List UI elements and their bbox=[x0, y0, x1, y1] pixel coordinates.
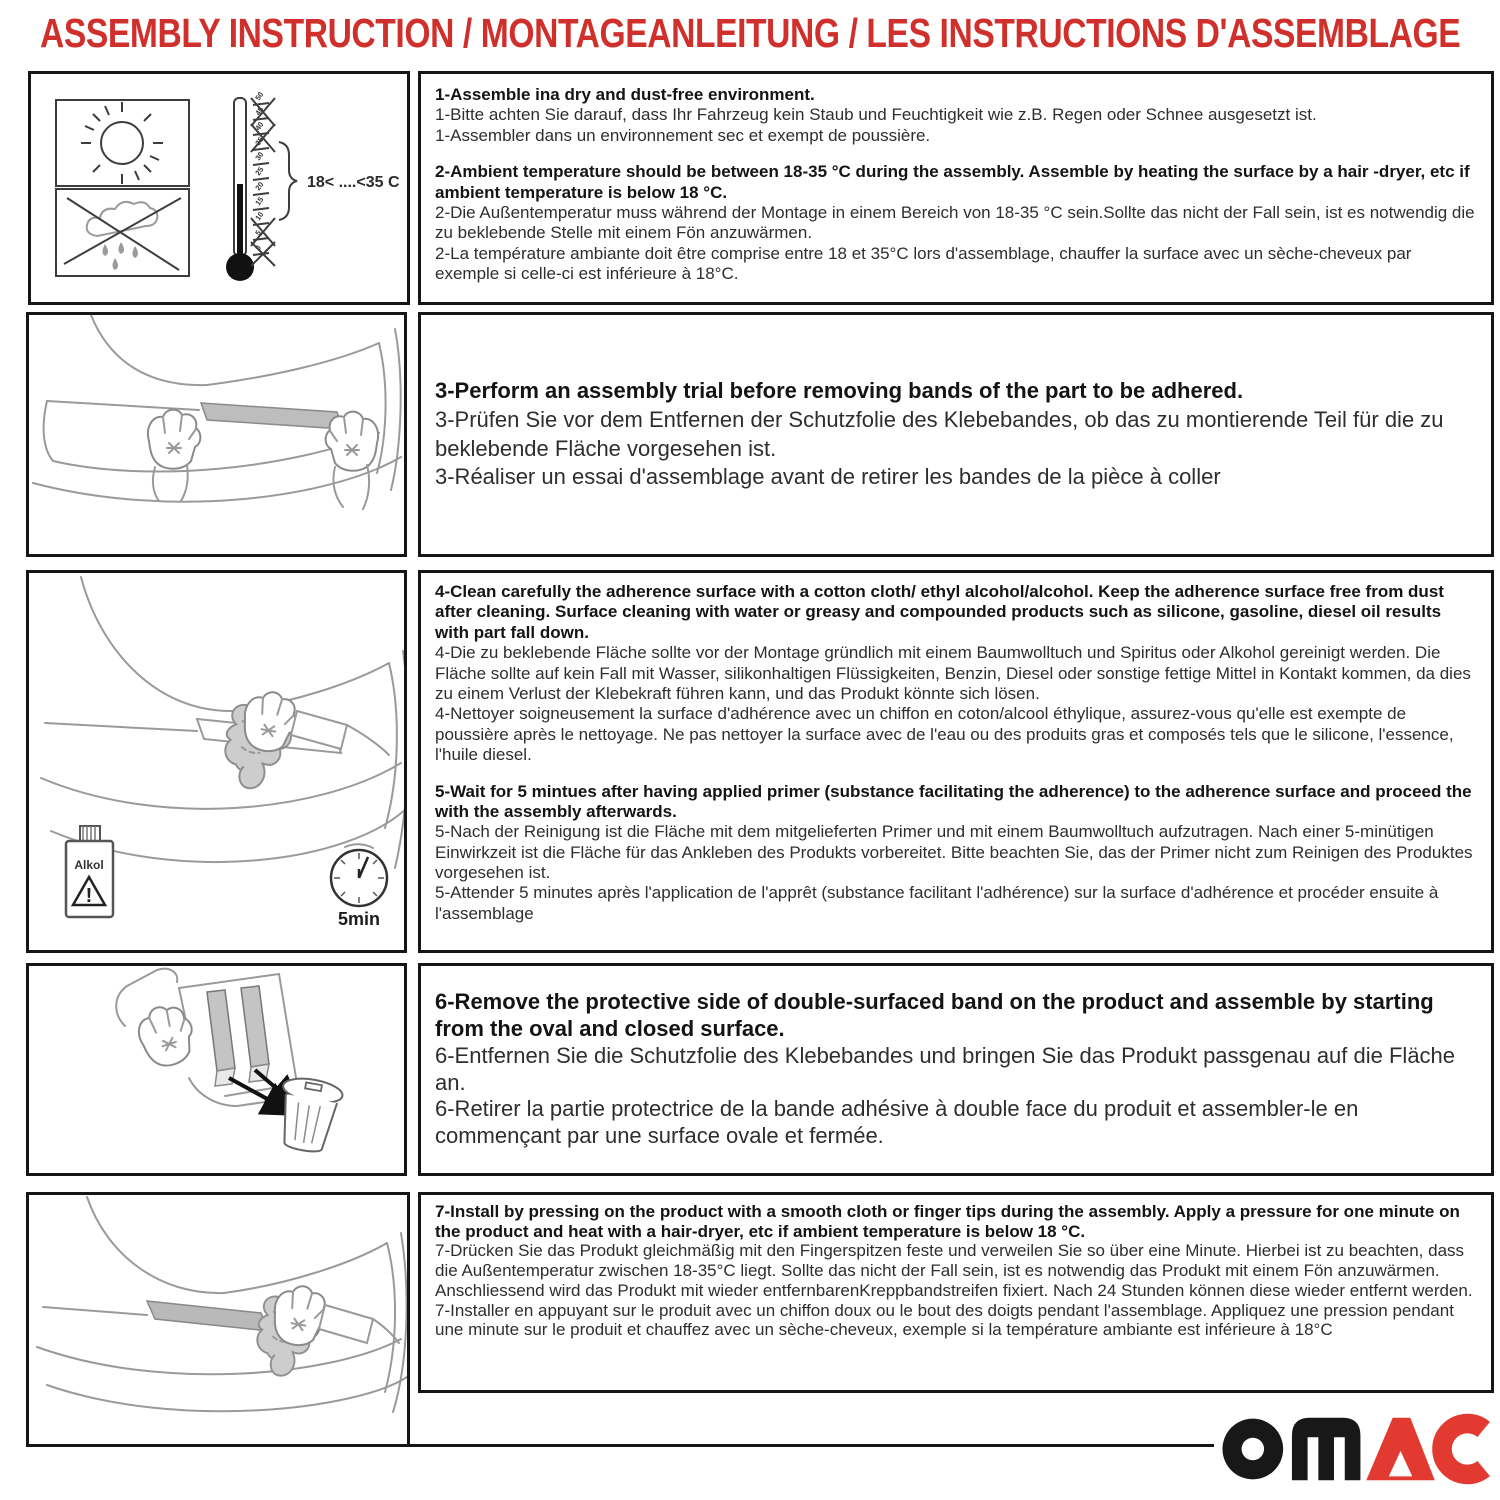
sun-icon bbox=[56, 100, 189, 186]
temperature-sketch bbox=[31, 74, 407, 302]
thermometer-icon bbox=[226, 90, 400, 281]
illustration-peel-band bbox=[26, 963, 407, 1176]
section-4-5-text bbox=[418, 570, 1494, 953]
pressing-hand-icon bbox=[269, 1282, 399, 1349]
svg-text:45: 45 bbox=[253, 105, 266, 118]
instruction-fr: 5-Attender 5 minutes après l'application de l'apprêt (substance facilitant l'adhérence) sur la surface d'adhérence et procéder ensuite à l'assemblage bbox=[435, 883, 1439, 923]
instruction-fr: 1-Assembler dans un environnement sec et exempt de poussière. bbox=[435, 125, 931, 145]
footer-rule bbox=[26, 1444, 1214, 1447]
trash-can-icon bbox=[273, 1075, 345, 1156]
svg-text:20: 20 bbox=[253, 180, 266, 193]
illustration-press-install bbox=[26, 1192, 410, 1447]
illustration-trial-fit bbox=[26, 312, 407, 557]
press-install-sketch bbox=[29, 1195, 407, 1444]
cleaning-sketch bbox=[29, 573, 404, 950]
instruction-de: 7-Drücken Sie das Produkt gleichmäßig mit den Fingerspitzen feste und verweilen Sie so über eine Minute. Hierbei ist zu beachten, dass die Außentemperatur zwischen 18-35°C liegt. Sollte das nicht der Fall sein, ist es notwendig das Produkt mit einem Fön anzuwärmen. Anschliessend wird das Produkt mit wieder entfernbarenKreppbandstreifen fixiert. Nach 24 Stunden können diese wieder entfernt werden. bbox=[435, 1241, 1473, 1300]
section-3-text bbox=[418, 312, 1494, 557]
instruction-en: 6-Remove the protective side of double-surfaced band on the product and assemble by starting from the oval and closed surface. bbox=[435, 989, 1434, 1041]
instruction-de: 4-Die zu beklebende Fläche sollte vor der Montage gründlich mit einem Baumwolltuch und Spiritus oder Alkohol gereinigt werden. Die Fläche sollte auf kein Fall mit Wasser, silikonhaltigen Flüssigkeiten, Benzin, Diesel oder sonstige fettige Mittel in Kontakt kommen, da dies zu einem Verlust der Klebekraft führen kann, und das Produkt könnte sich lösen. bbox=[435, 643, 1471, 703]
svg-text:5: 5 bbox=[253, 228, 264, 238]
svg-text:35: 35 bbox=[253, 135, 266, 148]
door-sill-trim-strip bbox=[201, 403, 343, 429]
peeling-hand-icon bbox=[116, 969, 201, 1072]
left-hand-icon bbox=[148, 410, 200, 501]
product-part-sketch bbox=[179, 974, 297, 1096]
illustration-temperature bbox=[28, 71, 410, 305]
svg-text:40: 40 bbox=[253, 120, 266, 133]
door-sill-sketch bbox=[41, 577, 404, 868]
instruction-fr: 4-Nettoyer soigneusement la surface d'adhérence avec un chiffon en coton/alcool éthylique, assurez-vous qu'elle est exempte de poussière après le nettoyage. Ne pas nettoyer la surface avec de l'eau ou des produits gras et composés tels que le silicone, l'essence, l'huile diesel. bbox=[435, 704, 1454, 765]
bottle-label: Alkol bbox=[74, 858, 104, 872]
door-sill-sketch bbox=[37, 1197, 407, 1412]
instruction-en: 7-Install by pressing on the product with a smooth cloth or finger tips during the assembly. Apply a pressure for one minute on the product and heat with a hair-dryer, etc if ambient temperature is below 18 °C. bbox=[435, 1202, 1460, 1241]
section-7-text bbox=[418, 1192, 1494, 1393]
page-title: ASSEMBLY INSTRUCTION / MONTAGEANLEITUNG / LES INSTRUCTIONS D'ASSEMBLAGE bbox=[40, 10, 1461, 56]
crossed-out-range bbox=[251, 98, 275, 266]
svg-text:10: 10 bbox=[253, 210, 266, 223]
svg-text:0: 0 bbox=[253, 243, 264, 253]
right-hand-icon bbox=[326, 412, 378, 509]
instruction-en: 3-Perform an assembly trial before removing bands of the part to be adhered. bbox=[435, 378, 1244, 404]
logo-letters-red bbox=[1366, 1418, 1483, 1481]
instruction-de: 5-Nach der Reinigung ist die Fläche mit dem mitgelieferten Primer und mit einem Baumwolltuch aufzutragen. Nach einer 5-minütigen Einwirkzeit ist die Fläche für das Ankleben des Produkts vorbereitet. Bitte beachten Sie, das der Primer nicht zum Reinigen des Produktes vorgesehen ist. bbox=[435, 822, 1473, 883]
svg-text:30: 30 bbox=[253, 150, 266, 163]
peel-band-sketch bbox=[29, 966, 404, 1173]
svg-text:50: 50 bbox=[253, 90, 266, 103]
instruction-de: 3-Prüfen Sie vor dem Entfernen der Schutzfolie des Klebebandes, ob das zu montierende Teil für die zu beklebende Fläche vorgesehen ist. bbox=[435, 406, 1444, 461]
clock-icon bbox=[331, 844, 387, 929]
no-rain-icon bbox=[56, 189, 189, 276]
instruction-de: 1-Bitte achten Sie darauf, dass Ihr Fahrzeug kein Staub und Feuchtigkeit wie z.B. Regen oder Schnee ausgesetzt ist. bbox=[435, 105, 1317, 125]
instruction-fr: 2-La température ambiante doit être comprise entre 18 et 35°C lors d'assemblage, chauffer la surface avec un sèche-cheveux par exemple si celle-ci est inférieure à 18°C. bbox=[435, 243, 1412, 284]
instruction-de: 2-Die Außentemperatur muss während der Montage in einem Bereich von 18-35 °C sein.Sollte das nicht der Fall sein, ist es notwendig die zu beklebende Stelle mit einem Fön anzuwärmen. bbox=[435, 202, 1475, 243]
svg-text:15: 15 bbox=[253, 195, 266, 208]
installed-trim-strip bbox=[147, 1301, 269, 1331]
instruction-en: 5-Wait for 5 mintues after having applied primer (substance facilitating the adherence) to the adherence surface and proceed the with the assembly afterwards. bbox=[435, 781, 1472, 821]
instruction-en: 4-Clean carefully the adherence surface with a cotton cloth/ ethyl alcohol/alcohol. Keep the adherence surface free from dust after cleaning. Surface cleaning with water or greasy and compounded products such as silicone, gasoline, diesel oil results with part fall down. bbox=[435, 582, 1444, 642]
omac-logo bbox=[1216, 1404, 1498, 1494]
instruction-fr: 3-Réaliser un essai d'assemblage avant de retirer les bandes de la pièce à coller bbox=[435, 464, 1221, 490]
adhesive-strips bbox=[189, 986, 269, 1106]
svg-text:25: 25 bbox=[253, 165, 266, 178]
range-brace bbox=[279, 142, 297, 220]
instruction-fr: 7-Installer en appuyant sur le produit avec un chiffon doux ou le bout des doigts pendant l'assemblage. Appliquez une pression pendant une minute sur le produit et chauffez avec un sèche-cheveux, exemple si la température ambiante est inférieure à 18°C bbox=[435, 1300, 1454, 1340]
trial-fit-sketch bbox=[29, 315, 404, 554]
illustration-cleaning bbox=[26, 570, 407, 953]
clock-label: 5min bbox=[337, 909, 381, 929]
logo-letters-black bbox=[1222, 1418, 1360, 1481]
warning-exclamation: ! bbox=[85, 885, 93, 907]
temp-range-label: 18< ....<35 C bbox=[307, 174, 400, 191]
instruction-de: 6-Entfernen Sie die Schutzfolie des Klebebandes und bringen Sie das Produkt passgenau auf die Fläche an. bbox=[435, 1042, 1456, 1095]
section-1-2-text bbox=[418, 71, 1494, 305]
instruction-fr: 6-Retirer la partie protectrice de la bande adhésive à double face du produit et assembler-le en commençant par une surface ovale et fermée. bbox=[435, 1096, 1359, 1149]
instruction-en: 2-Ambient temperature should be between 18-35 °C during the assembly. Assemble by heating the surface by a hair -dryer, etc if ambient temperature is below 18 °C. bbox=[435, 162, 1470, 202]
section-6-text bbox=[418, 963, 1494, 1176]
instruction-en: 1-Assemble ina dry and dust-free environment. bbox=[435, 85, 815, 104]
